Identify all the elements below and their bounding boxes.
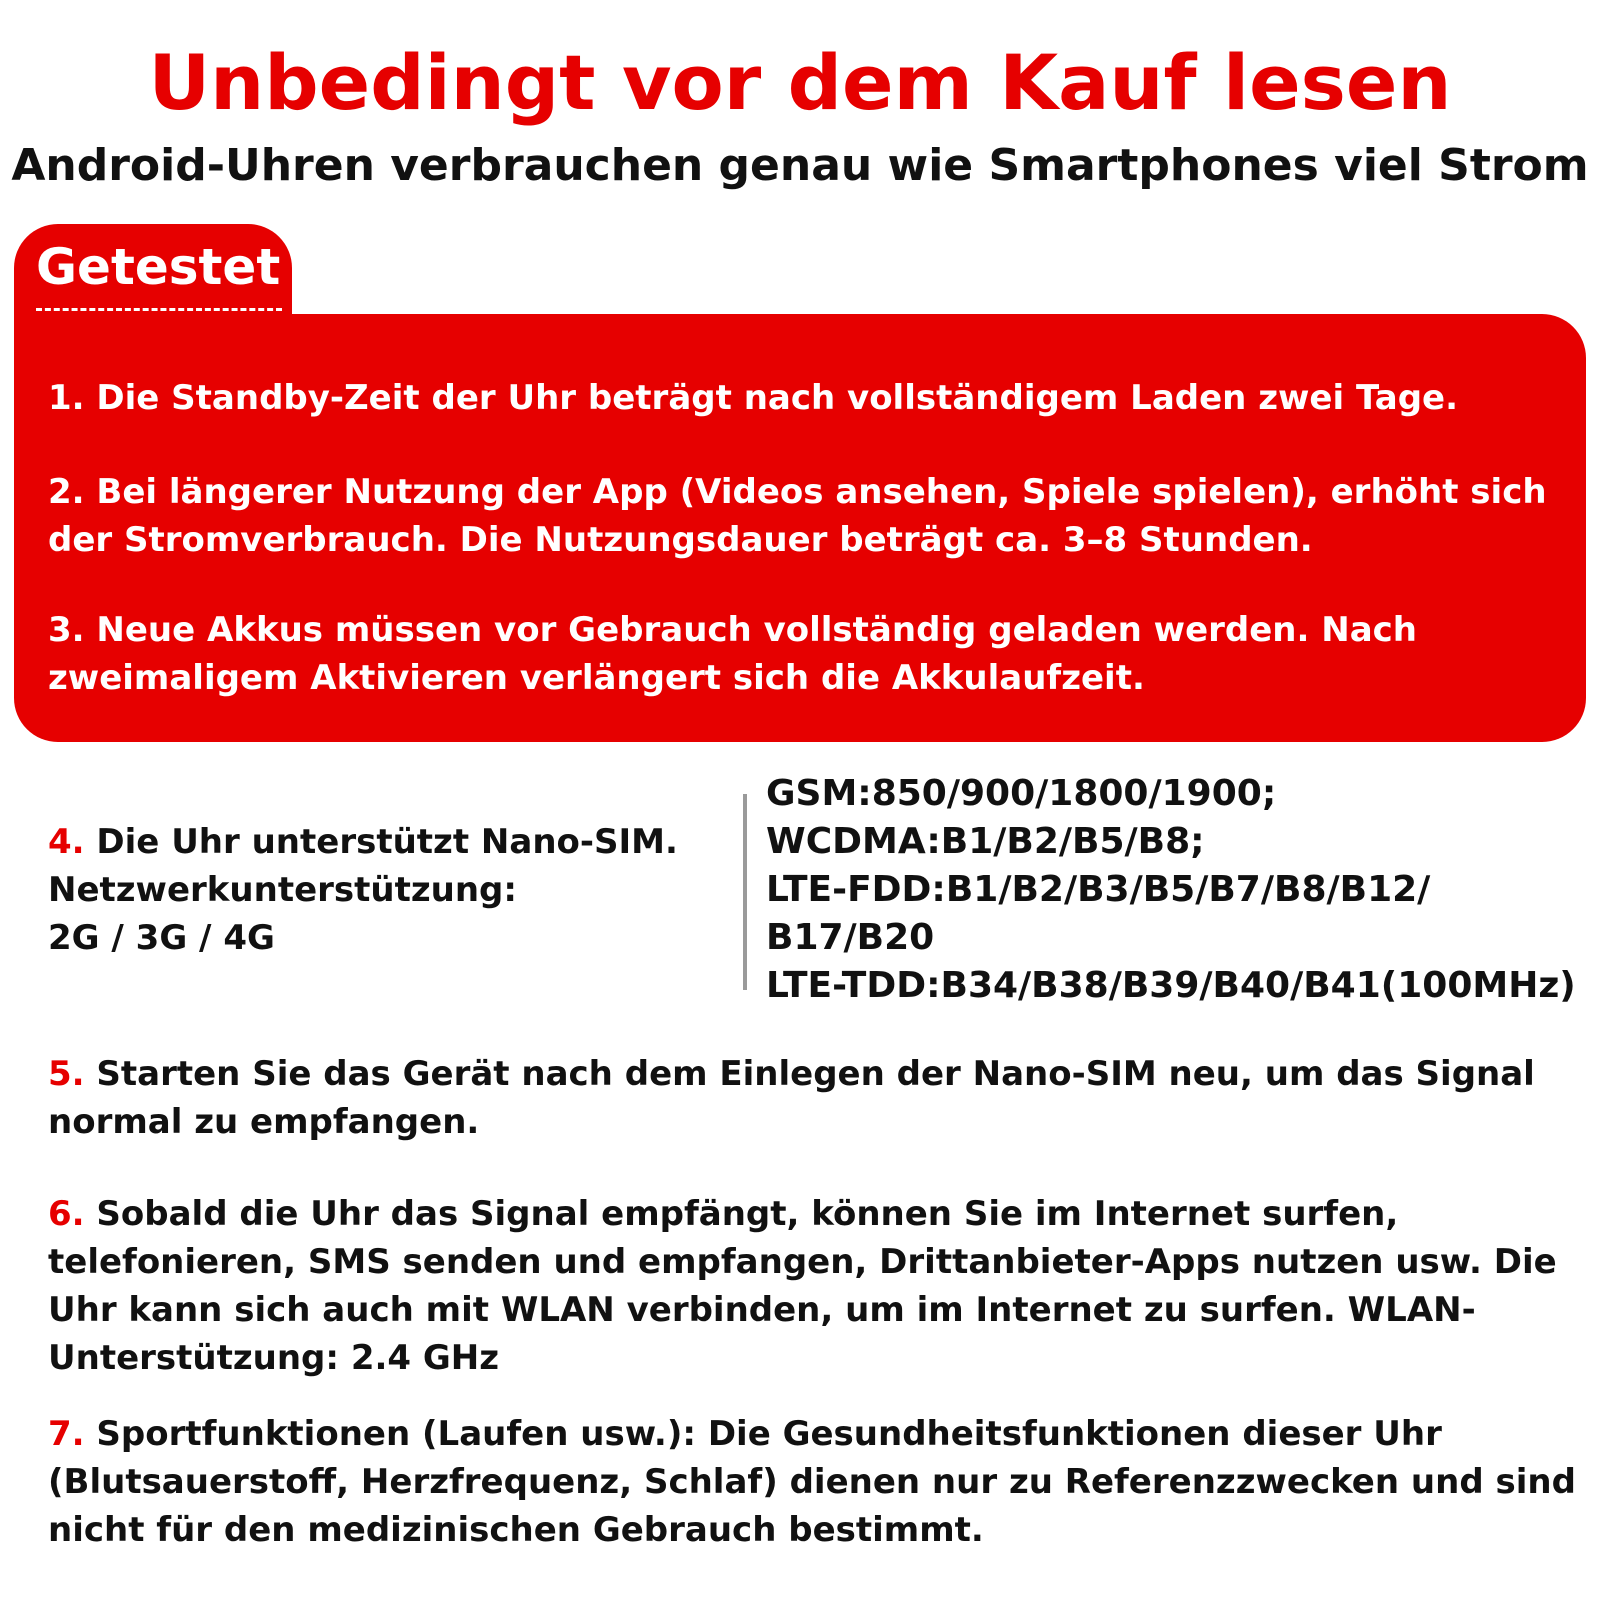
note-number: 6. <box>48 1194 85 1234</box>
note-item-4-line-1 <box>48 818 728 866</box>
tested-item-3: 3. Neue Akkus müssen vor Gebrauch vollständig geladen werden. Nach zweimaligem Aktivieren verlängert sich die Akkulaufzeit. <box>48 610 1418 698</box>
tested-tab-underline <box>36 308 282 311</box>
tested-item-2: 2. Bei längerer Nutzung der App (Videos ansehen, Spiele spielen), erhöht sich der Stromverbrauch. Die Nutzungsdauer beträgt ca. 3–8 Stunden. <box>48 472 1547 560</box>
note-number: 4. <box>48 822 85 862</box>
note-item-6 <box>48 1190 1578 1382</box>
vertical-divider <box>743 794 747 990</box>
note-number: 7. <box>48 1414 85 1454</box>
band-line: WCDMA:B1/B2/B5/B8; <box>766 821 1205 862</box>
note-item-4 <box>48 818 728 962</box>
note-item-5 <box>48 1050 1578 1146</box>
note-text: Sobald die Uhr das Signal empfängt, können Sie im Internet surfen, telefonieren, SMS senden und empfangen, Drittanbieter-Apps nutzen usw. Die Uhr kann sich auch mit WLAN verbinden, um im Internet zu surfen. WLAN-Unterstützung: 2.4 GHz <box>48 1194 1557 1378</box>
tested-item-1: 1. Die Standby-Zeit der Uhr beträgt nach vollständigem Laden zwei Tage. <box>48 378 1459 418</box>
tested-tab-label: Getestet <box>36 238 281 296</box>
network-bands-list <box>766 770 1596 1010</box>
note-item-4-line-2: Netzwerkunterstützung: <box>48 870 517 910</box>
note-item-7 <box>48 1410 1578 1554</box>
note-text: Die Uhr unterstützt Nano-SIM. <box>84 822 678 862</box>
band-line: LTE-FDD:B1/B2/B3/B5/B7/B8/B12/ <box>766 869 1431 910</box>
note-text: Sportfunktionen (Laufen usw.): Die Gesundheitsfunktionen dieser Uhr (Blutsauerstoff, Herzfrequenz, Schlaf) dienen nur zu Referenzzwecken und sind nicht für den medizinischen Gebrauch bestimmt. <box>48 1414 1576 1550</box>
note-item-4-line-3: 2G / 3G / 4G <box>48 918 275 958</box>
band-line: B17/B20 <box>766 917 935 958</box>
note-number: 5. <box>48 1054 85 1094</box>
page-title: Unbedingt vor dem Kauf lesen <box>148 38 1452 127</box>
band-line: LTE-TDD:B34/B38/B39/B40/B41(100MHz) <box>766 965 1576 1006</box>
note-text: Starten Sie das Gerät nach dem Einlegen der Nano-SIM neu, um das Signal normal zu empfangen. <box>48 1054 1535 1142</box>
page-subtitle: Android-Uhren verbrauchen genau wie Smartphones viel Strom <box>11 140 1589 191</box>
band-line: GSM:850/900/1800/1900; <box>766 773 1277 814</box>
